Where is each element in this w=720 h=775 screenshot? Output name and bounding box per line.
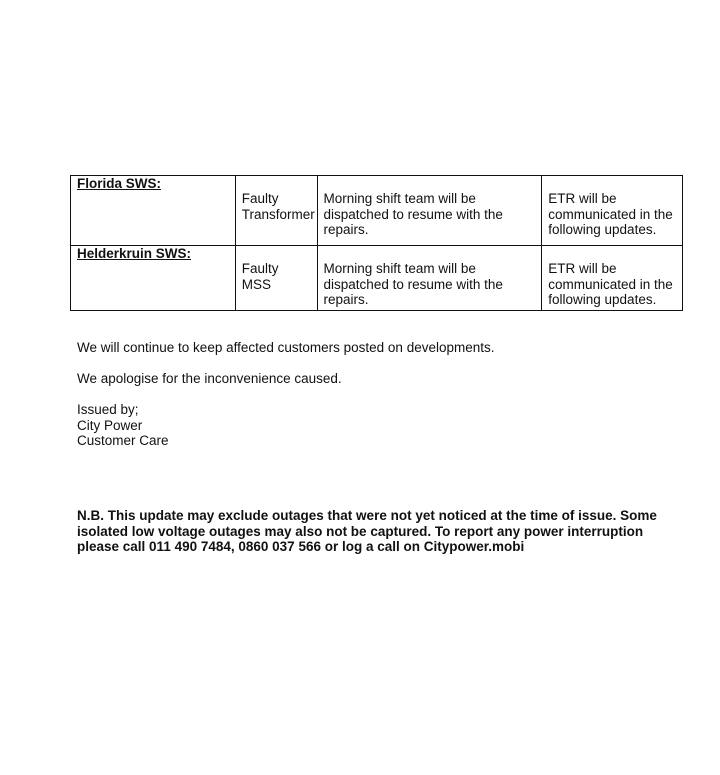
outage-table: [70, 175, 683, 311]
disclaimer-notice: N.B. This update may exclude outages that were not yet noticed at the time of issue. Some isolated low voltage outages may also not be captured. To report any power interruption please call 011 490 7484, 0860 037 566 or log a call on Citypower.mobi: [77, 508, 657, 554]
station-cell: [71, 176, 236, 246]
fault-cell: Faulty MSS: [235, 246, 317, 311]
action-cell: Morning shift team will be dispatched to resume with the repairs.: [317, 246, 542, 311]
action-cell: Morning shift team will be dispatched to resume with the repairs.: [317, 176, 542, 246]
signature-block: [77, 402, 169, 449]
etr-cell: ETR will be communicated in the following updates.: [542, 176, 683, 246]
keep-posted-message: We will continue to keep affected customers posted on developments.: [77, 340, 495, 355]
table-row: [71, 246, 683, 311]
etr-cell: ETR will be communicated in the following updates.: [542, 246, 683, 311]
issued-by-label: Issued by;: [77, 402, 139, 417]
table-row: [71, 176, 683, 246]
apology-message: We apologise for the inconvenience caused.: [77, 371, 342, 386]
department-name: Customer Care: [77, 433, 169, 448]
station-cell: [71, 246, 236, 311]
fault-cell: Faulty Transformer: [235, 176, 317, 246]
station-name: Florida SWS:: [77, 176, 161, 191]
station-name: Helderkruin SWS:: [77, 246, 192, 261]
organisation-name: City Power: [77, 417, 143, 433]
